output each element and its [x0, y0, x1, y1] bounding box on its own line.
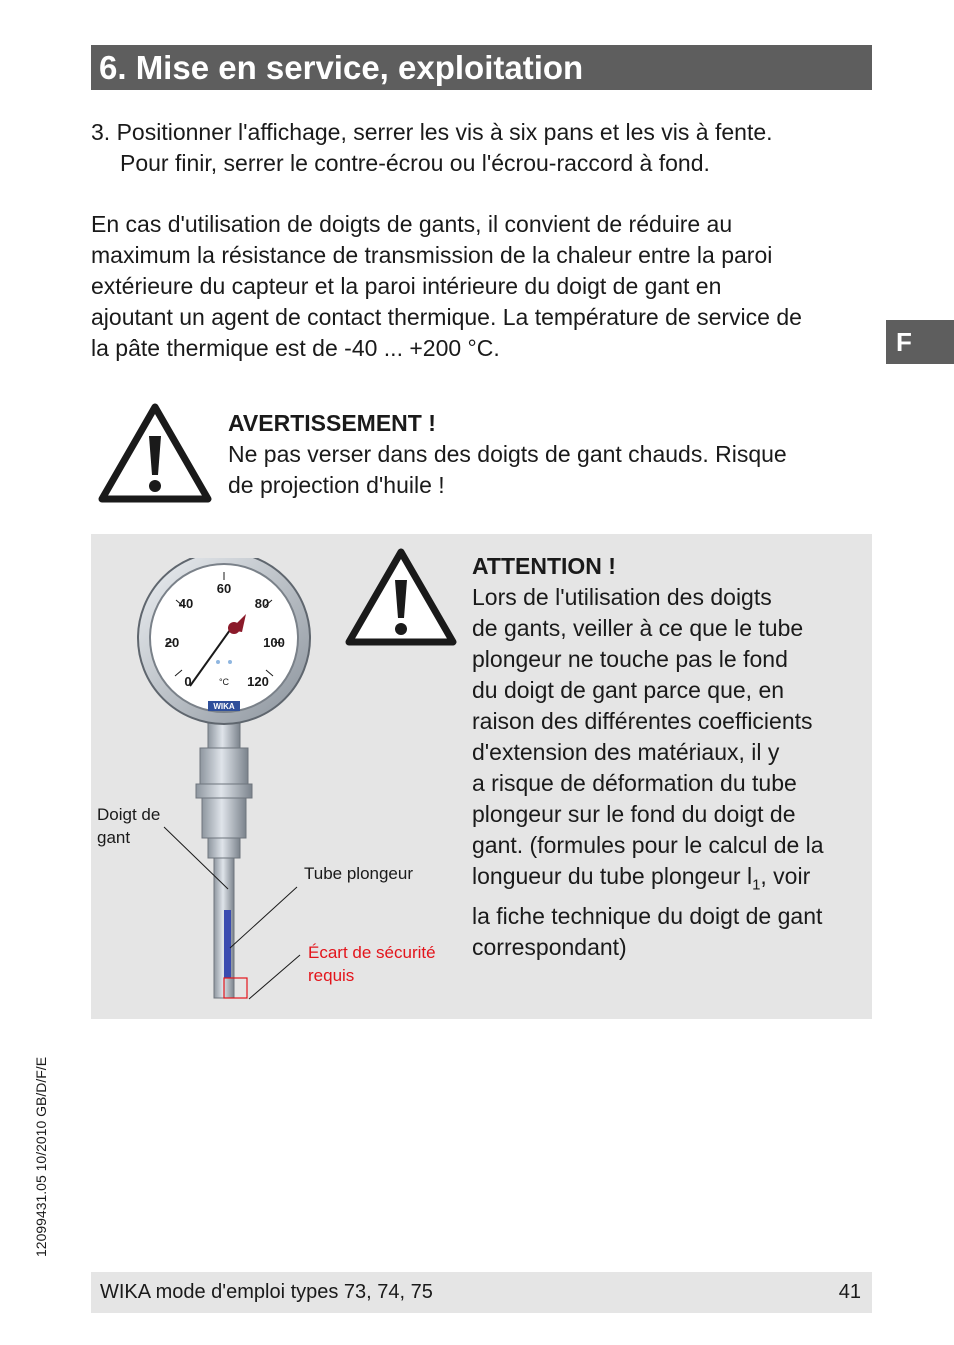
section-title: 6. Mise en service, exploitation	[91, 45, 872, 90]
attention-line: d'extension des matériaux, il y	[472, 739, 780, 765]
warning-line: Ne pas verser dans des doigts de gant chauds. Risque	[228, 441, 787, 467]
attention-line: plongeur sur le fond du doigt de	[472, 801, 796, 827]
warning-title: AVERTISSEMENT !	[228, 410, 436, 436]
page-number: 41	[838, 1281, 861, 1303]
attention-text	[472, 551, 872, 963]
warning-line: de projection d'huile !	[228, 472, 445, 498]
gauge-unit: °C	[218, 677, 230, 687]
label-safety-gap	[308, 941, 436, 987]
label-line: gant	[97, 828, 131, 847]
warning-triangle-icon	[345, 548, 457, 646]
paragraph-line: la pâte thermique est de -40 ... +200 °C.	[91, 335, 500, 361]
attention-line	[472, 861, 872, 901]
label-line: requis	[308, 966, 355, 985]
attention-line: du doigt de gant parce que, en	[472, 677, 785, 703]
footer	[91, 1272, 872, 1313]
label-line: Écart de sécurité	[308, 943, 436, 962]
warning-triangle-icon	[98, 403, 212, 503]
gauge-label: 120	[247, 674, 269, 689]
attention-line: correspondant)	[472, 933, 627, 960]
step-3	[91, 117, 871, 179]
subscript-1: 1	[752, 876, 761, 894]
attention-title: ATTENTION !	[472, 553, 616, 579]
attention-line: la fiche technique du doigt de gant	[472, 902, 823, 929]
paragraph-line: extérieure du capteur et la paroi intérieure du doigt de gant en	[91, 273, 722, 299]
attention-line-part: longueur du tube plongeur l	[472, 863, 753, 889]
paragraph-line: En cas d'utilisation de doigts de gants, il convient de réduire au	[91, 211, 733, 237]
gauge-label: 100	[263, 635, 285, 650]
warning-text	[228, 408, 868, 501]
attention-line: Lors de l'utilisation des doigts	[472, 584, 772, 610]
paragraph-line: ajoutant un agent de contact thermique. La température de service de	[91, 304, 802, 330]
attention-line: raison des différentes coefficients	[472, 708, 813, 734]
language-tab[interactable]: F	[886, 320, 954, 364]
label-line: Doigt de	[97, 805, 161, 824]
paragraph-line: maximum la résistance de transmission de la chaleur entre la paroi	[91, 242, 773, 268]
attention-line: plongeur ne touche pas le fond	[472, 646, 788, 672]
label-probe-tube: Tube plongeur	[304, 864, 414, 883]
gauge-label: 60	[216, 581, 232, 596]
gauge-label: 40	[178, 596, 194, 611]
thermometer-illustration	[128, 558, 328, 1008]
gauge-label: 80	[254, 596, 270, 611]
probe-tube	[224, 910, 231, 978]
label-thermowell	[97, 803, 160, 849]
attention-line: a risque de déformation du tube	[472, 770, 797, 796]
step-3-line-1: 3. Positionner l'affichage, serrer les vis à six pans et les vis à fente.	[91, 119, 773, 145]
footer-text: WIKA mode d'emploi types 73, 74, 75	[100, 1281, 433, 1303]
gauge-label: 0	[184, 674, 192, 689]
attention-line-part: , voir	[760, 863, 811, 889]
attention-line: de gants, veiller à ce que le tube	[472, 615, 804, 641]
attention-line: gant. (formules pour le calcul de la	[472, 832, 824, 858]
gauge-label: 20	[164, 635, 180, 650]
document-code: 12099431.05 10/2010 GB/D/F/E	[33, 1056, 49, 1257]
step-3-line-2: Pour finir, serrer le contre-écrou ou l'écrou-raccord à fond.	[120, 150, 710, 176]
gauge-brand: WIKA	[213, 702, 235, 711]
thermal-paste-paragraph	[91, 209, 881, 364]
